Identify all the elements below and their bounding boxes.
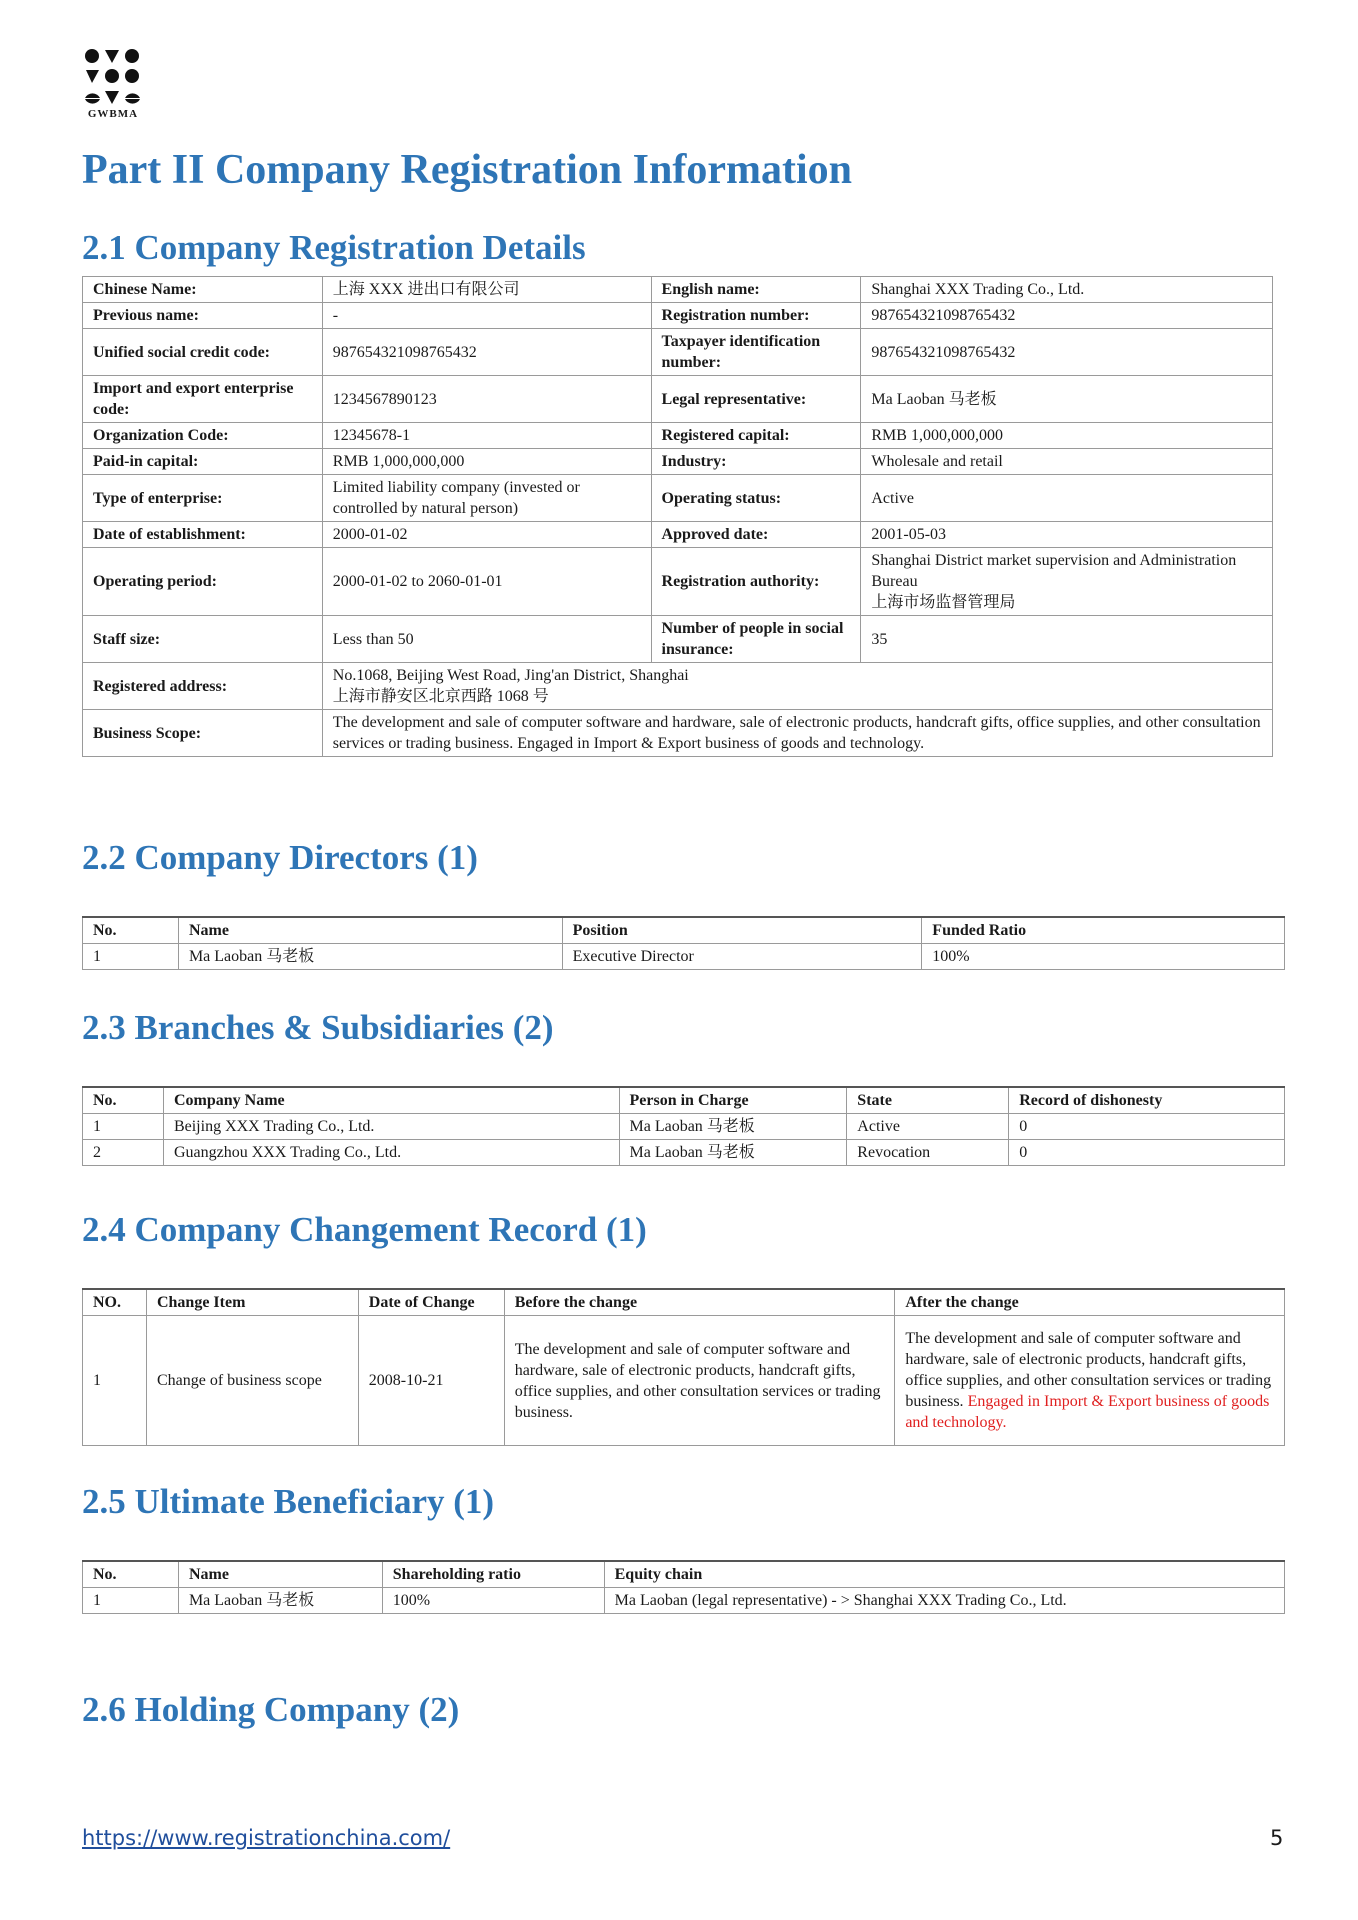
field-label: Registered address: [83, 663, 323, 710]
field-value: Wholesale and retail [861, 449, 1273, 475]
table-cell: Ma Laoban 马老板 [619, 1140, 847, 1166]
column-header: Name [178, 917, 562, 944]
table-cell: 1 [83, 1114, 164, 1140]
column-header: NO. [83, 1289, 147, 1316]
column-header: Date of Change [358, 1289, 504, 1316]
table-cell: 100% [382, 1588, 604, 1614]
change-record-table [82, 1288, 1285, 1446]
column-header: Funded Ratio [922, 917, 1285, 944]
column-header: Change Item [146, 1289, 358, 1316]
branches-table [82, 1086, 1285, 1166]
column-header: After the change [895, 1289, 1285, 1316]
column-header: Shareholding ratio [382, 1561, 604, 1588]
column-header: Person in Charge [619, 1087, 847, 1114]
field-value: 上海 XXX 进出口有限公司 [322, 277, 651, 303]
table-cell: Revocation [847, 1140, 1009, 1166]
table-row [83, 944, 1285, 970]
after-change-highlight: Engaged in Import & Export business of goods and technology. [905, 1393, 1270, 1431]
field-value: - [322, 303, 651, 329]
table-row [83, 1588, 1285, 1614]
table-row [83, 1114, 1285, 1140]
field-label: Operating status: [651, 475, 861, 522]
authority-cn: 上海市场监督管理局 [871, 594, 1016, 611]
field-label: Unified social credit code: [83, 329, 323, 376]
table-cell: 2008-10-21 [358, 1316, 504, 1446]
column-header: No. [83, 1561, 179, 1588]
section-2-4-heading: 2.4 Company Changement Record (1) [82, 1210, 647, 1249]
field-value: RMB 1,000,000,000 [861, 423, 1273, 449]
logo-mark-icon [84, 48, 142, 106]
field-label: Staff size: [83, 616, 323, 663]
table-row [83, 423, 1273, 449]
column-header: Before the change [504, 1289, 895, 1316]
field-value: 987654321098765432 [861, 303, 1273, 329]
field-value: 1234567890123 [322, 376, 651, 423]
directors-table [82, 916, 1285, 970]
before-change-cell: The development and sale of computer software and hardware, sale of electronic products, handcraft gifts, office supplies, and other consultation services or trading business. [504, 1316, 895, 1446]
field-label: Legal representative: [651, 376, 861, 423]
field-label: Taxpayer identification number: [651, 329, 861, 376]
table-cell: Ma Laoban 马老板 [619, 1114, 847, 1140]
column-header: No. [83, 917, 179, 944]
field-value: Active [861, 475, 1273, 522]
field-value: 12345678-1 [322, 423, 651, 449]
field-value [861, 548, 1273, 616]
beneficiary-table [82, 1560, 1285, 1614]
field-label: Registration number: [651, 303, 861, 329]
column-header: Position [562, 917, 922, 944]
registration-details-table [82, 276, 1273, 757]
field-label: Date of establishment: [83, 522, 323, 548]
table-cell: Active [847, 1114, 1009, 1140]
column-header: State [847, 1087, 1009, 1114]
section-2-6-heading: 2.6 Holding Company (2) [82, 1690, 460, 1729]
table-cell: Executive Director [562, 944, 922, 970]
table-header-row [83, 1087, 1285, 1114]
table-row [83, 449, 1273, 475]
field-label: Operating period: [83, 548, 323, 616]
field-value: 987654321098765432 [861, 329, 1273, 376]
field-value [322, 663, 1272, 710]
field-value: 2000-01-02 to 2060-01-01 [322, 548, 651, 616]
column-header: Name [178, 1561, 382, 1588]
field-value: RMB 1,000,000,000 [322, 449, 651, 475]
field-label: Number of people in social insurance: [651, 616, 861, 663]
field-label: Registered capital: [651, 423, 861, 449]
table-cell: Guangzhou XXX Trading Co., Ltd. [163, 1140, 619, 1166]
field-label: Type of enterprise: [83, 475, 323, 522]
field-value: 2000-01-02 [322, 522, 651, 548]
table-cell: Beijing XXX Trading Co., Ltd. [163, 1114, 619, 1140]
table-cell: 1 [83, 1588, 179, 1614]
field-value: 987654321098765432 [322, 329, 651, 376]
field-label: Previous name: [83, 303, 323, 329]
table-row [83, 376, 1273, 423]
field-label: Organization Code: [83, 423, 323, 449]
table-header-row [83, 1561, 1285, 1588]
table-cell: 1 [83, 1316, 147, 1446]
table-cell: Change of business scope [146, 1316, 358, 1446]
field-label: Chinese Name: [83, 277, 323, 303]
gwbma-logo [82, 48, 144, 120]
field-label: Approved date: [651, 522, 861, 548]
field-label: Industry: [651, 449, 861, 475]
table-cell: 0 [1009, 1140, 1285, 1166]
table-row [83, 663, 1273, 710]
table-header-row [83, 917, 1285, 944]
table-row [83, 1140, 1285, 1166]
table-row [83, 616, 1273, 663]
table-cell: Ma Laoban 马老板 [178, 1588, 382, 1614]
footer-website-link[interactable]: https://www.registrationchina.com/ [82, 1826, 451, 1850]
business-scope-value: The development and sale of computer software and hardware, sale of electronic products, handcraft gifts, office supplies, and other consultation services or trading business. Engaged in Import & Export business of goods and technology. [322, 710, 1272, 757]
field-label: Paid-in capital: [83, 449, 323, 475]
field-label: Business Scope: [83, 710, 323, 757]
table-row [83, 277, 1273, 303]
address-en: No.1068, Beijing West Road, Jing'an District, Shanghai [332, 667, 689, 684]
page-title: Part II Company Registration Information [82, 147, 852, 193]
section-2-2-heading: 2.2 Company Directors (1) [82, 838, 478, 877]
section-2-3-heading: 2.3 Branches & Subsidiaries (2) [82, 1008, 554, 1047]
column-header: No. [83, 1087, 164, 1114]
column-header: Company Name [163, 1087, 619, 1114]
column-header: Equity chain [604, 1561, 1284, 1588]
table-header-row [83, 1289, 1285, 1316]
section-2-1-heading: 2.1 Company Registration Details [82, 228, 586, 267]
authority-en: Shanghai District market supervision and Administration Bureau [871, 552, 1237, 590]
table-cell: Ma Laoban (legal representative) - > Shanghai XXX Trading Co., Ltd. [604, 1588, 1284, 1614]
table-cell: 100% [922, 944, 1285, 970]
after-change-cell [895, 1316, 1285, 1446]
table-row [83, 475, 1273, 522]
address-cn: 上海市静安区北京西路 1068 号 [332, 688, 549, 705]
field-label: Registration authority: [651, 548, 861, 616]
field-value: 35 [861, 616, 1273, 663]
field-value: Limited liability company (invested or controlled by natural person) [322, 475, 651, 522]
table-cell: Ma Laoban 马老板 [178, 944, 562, 970]
field-value: Shanghai XXX Trading Co., Ltd. [861, 277, 1273, 303]
page-number: 5 [1270, 1826, 1284, 1850]
after-change-text: The development and sale of computer software and hardware, sale of electronic products, handcraft gifts, office supplies, and other consultation services or trading business. [905, 1330, 1272, 1410]
section-2-5-heading: 2.5 Ultimate Beneficiary (1) [82, 1482, 495, 1521]
table-row [83, 522, 1273, 548]
table-row [83, 303, 1273, 329]
logo-text: GWBMA [87, 108, 139, 120]
table-cell: 2 [83, 1140, 164, 1166]
field-label: English name: [651, 277, 861, 303]
field-label: Import and export enterprise code: [83, 376, 323, 423]
table-row [83, 329, 1273, 376]
column-header: Record of dishonesty [1009, 1087, 1285, 1114]
table-row [83, 548, 1273, 616]
table-row [83, 1316, 1285, 1446]
field-value: Ma Laoban 马老板 [861, 376, 1273, 423]
field-value: Less than 50 [322, 616, 651, 663]
table-row [83, 710, 1273, 757]
table-cell: 1 [83, 944, 179, 970]
field-value: 2001-05-03 [861, 522, 1273, 548]
table-cell: 0 [1009, 1114, 1285, 1140]
